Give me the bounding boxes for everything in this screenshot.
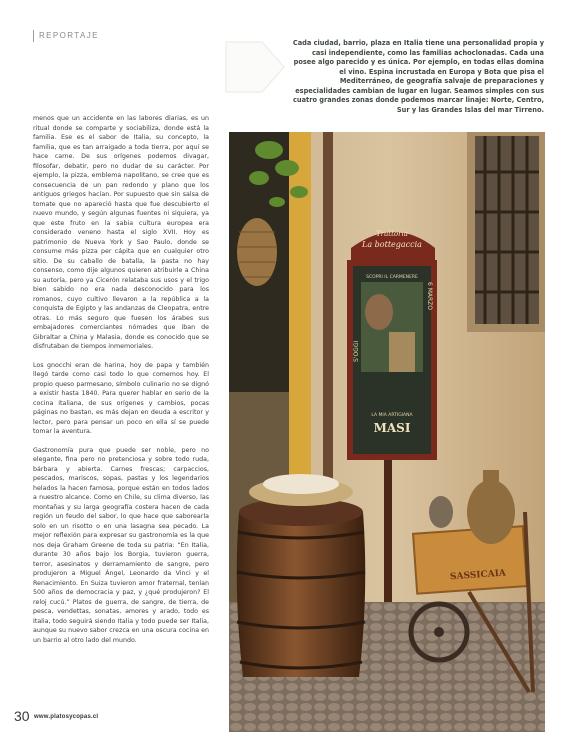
poster-mid-text: SCOPRI IL CARMENERE — [366, 275, 418, 280]
poster-brand-small-text: LA MIA ARTIGIANA — [371, 413, 413, 418]
body-paragraph: menos que un accidente en las labores diarias, es un ritual donde se comparte y sociabiliza, donde está la familia. Ese es el sabor de Italia, su concepto, la familia, que es tan arraigado a toda tierra, por aquí se hace carne. De sus orígenes podemos divagar, filosofar, debatir, pero no dudar de su carácter. Por ejemplo, la pizza, emblema napolitano, se cree que es consecuencia de un pan redondo y plano que los antiguos griegos hacían. Por supuesto que sin salsa de tomate que no apareció hasta que fue descubierto el nuevo mundo, y según algunas fuentes ni siquiera, ya que este fruto en la sabia cultura europea era considerado veneno hasta el siglo XVII. Hoy es patrimonio de Nueva York y Sao Paulo, donde se consume más pizza per cápita que en cualquier otro sitio. De su caballo de batalla, la pasta no hay consenso, como dije algunos quieren atribuirle a China su autoría, pero ya Cicerón relataba sus usos y el trigo bien sabido no era nada desconocido para los romanos, cuyo cultivo llevaron a la república a la conquista de Egipto y las andanzas de Cleopatra, entre otras. Lo más seguro que fuesen los árabes sus embajadores comerciantes nómades que iban de Gibraltar a China y Malasia, donde es conocido que se disfrutaban de tiempos inmemoriales. — [33, 115, 209, 350]
street-scene-photo — [229, 132, 545, 732]
poster-right-text: 6 MARZO — [426, 282, 433, 311]
crate-label-text: SASSICAIA — [449, 568, 507, 583]
decorative-arrow-shape — [224, 36, 286, 98]
body-text-column — [33, 114, 209, 654]
poster-brand-text: MASI — [373, 421, 411, 435]
sign-top-text: Trattoria — [376, 230, 408, 238]
intro-paragraph: Cada ciudad, barrio, plaza en Italia tiene una personalidad propia y casi independiente, como las familias achoclonadas. Cada una posee algo parecido y es única. Por ejemplo, en todas ellas domina el vino. Espina incrustada en Europa y Bota que pisa el Mediterráneo, de geografía salvaje de preparaciones y especialidades cambian de lugar en lugar. Seamos simples con sus cuatro grandes zonas donde podemos marcar linaje: Norte, Centro, Sur y las Grandes Islas del mar Tirreno. — [292, 39, 544, 114]
body-paragraph: Gastronomía pura que puede ser noble, pero no elegante, fina pero no pretenciosa y sobre todo ruda, bárbara y abierta. Carnes frescas; carpaccios, pescados, mariscos, sopas, pastas y los legendarios helados la hacen famosa, porque están en todos lados a nuestro alcance. Como en Chile, su clima diverso, las montañas y su larga geografía costera hacen de cada región un feudo del sabor, lo que hace que saborearla solo en un risotto o en una lasagna sea pecado. La mejor reflexión para expresar su gastronomía es la que nos deja Graham Greene de toda su patria: “En Italia, durante 30 años bajo los Borgia, tuvieron guerra, terror, asesinatos y derramamiento de sangre, pero produjeron a Miguel Ángel, Leonardo da Vinci y el Renacimiento. En Suiza tuvieron amor fraternal, tenían 500 años de democracia y paz, y ¿qué produjeron? El reloj cucú.” Platos de guerra, de sangre, de tierra, de pesca, vendettas, sonatas, amores y arado, todo es Italia, todo seguirá siendo Italia y todo puede ser Italia, aunque su nuevo sabor crezca en una oscura cocina en un barrio al otro lado del mundo. — [33, 446, 209, 644]
section-label: REPORTAJE — [33, 30, 99, 42]
page-number: 30 — [14, 708, 30, 724]
footer-url: www.platosycopas.cl — [34, 714, 99, 720]
body-paragraph: Los gnocchi eran de harina, hoy de papa y también llegó tarde como casi todo lo que comemos hoy. El propio queso parmesano, símbolo culinario no se dignó a existir hasta 1840. Para querer hablar en serio de la cocina italiana, de sus orígenes y cambios, pocas páginas no bastan, es más dejan en deuda a escritor y lector, pero para pensar un poco en ella sí se puede tomar la aventura. — [33, 361, 209, 435]
sign-name-text: La bottegaccia — [362, 240, 422, 249]
poster-left-text: S'OGGI — [353, 340, 360, 362]
